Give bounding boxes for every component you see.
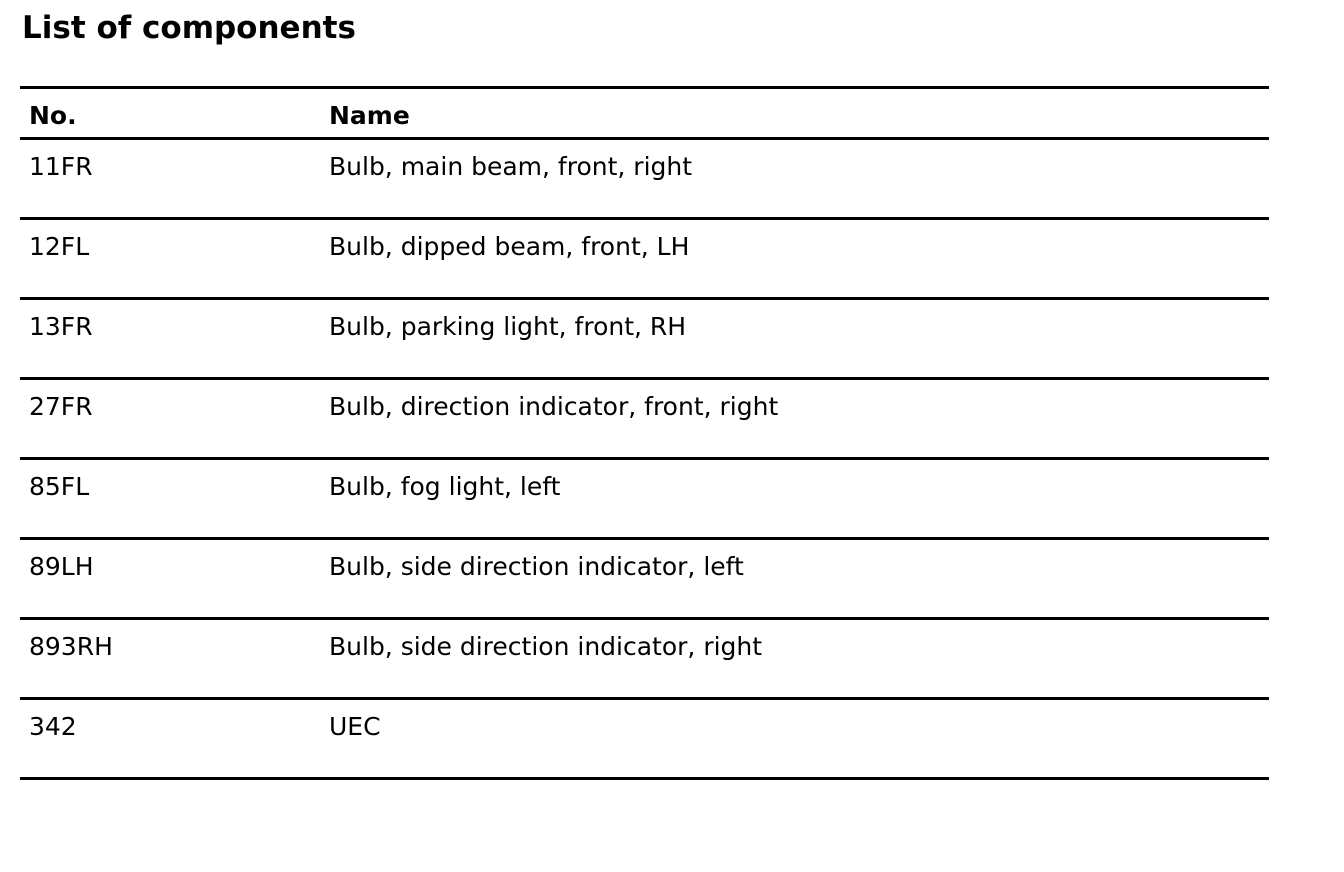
- component-number: 27FR: [29, 392, 93, 421]
- component-name: Bulb, side direction indicator, left: [329, 552, 744, 581]
- table-row: [20, 699, 1269, 779]
- table-row: [20, 299, 1269, 379]
- component-name: Bulb, fog light, left: [329, 472, 561, 501]
- component-name: UEC: [329, 712, 381, 741]
- table-row: [20, 539, 1269, 619]
- page-title: List of components: [22, 10, 356, 46]
- component-number: 893RH: [29, 632, 113, 661]
- component-name: Bulb, direction indicator, front, right: [329, 392, 779, 421]
- table-row: [20, 459, 1269, 539]
- component-name: Bulb, main beam, front, right: [329, 152, 693, 181]
- column-header-no: No.: [29, 100, 77, 130]
- component-number: 85FL: [29, 472, 90, 501]
- component-number: 13FR: [29, 312, 93, 341]
- table-row: [20, 379, 1269, 459]
- component-number: 89LH: [29, 552, 94, 581]
- component-name: Bulb, side direction indicator, right: [329, 632, 763, 661]
- components-table: [20, 86, 1269, 780]
- component-number: 342: [29, 712, 77, 741]
- component-name: Bulb, dipped beam, front, LH: [329, 232, 690, 261]
- table-header-row: [20, 88, 1269, 139]
- component-number: 11FR: [29, 152, 93, 181]
- table-row: [20, 619, 1269, 699]
- column-header-name: Name: [329, 100, 410, 130]
- component-name: Bulb, parking light, front, RH: [329, 312, 687, 341]
- component-number: 12FL: [29, 232, 90, 261]
- table-row: [20, 139, 1269, 219]
- table-row: [20, 219, 1269, 299]
